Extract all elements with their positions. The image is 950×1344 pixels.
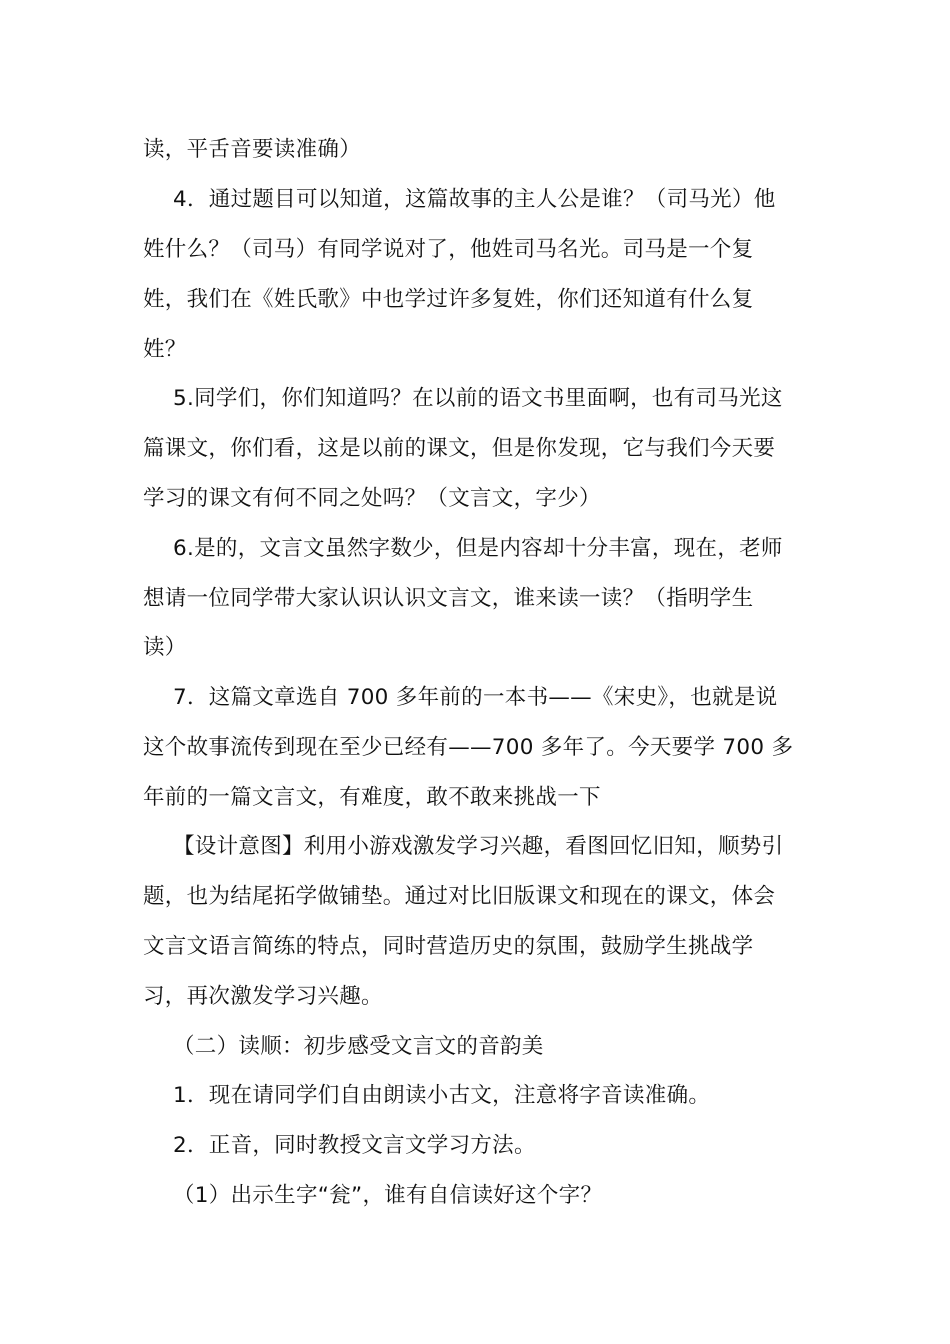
text-line-18: 习，再次激发学习兴趣。 [143, 984, 383, 1009]
section-heading: （二）读顺：初步感受文言文的音韵美 [173, 1034, 544, 1059]
text-line-15: 【设计意图】利用小游戏激发学习兴趣，看图回忆旧知，顺势引 [173, 834, 784, 859]
text-line-6: 5.同学们，你们知道吗？在以前的语文书里面啊，也有司马光这 [173, 386, 783, 411]
text-line-21: 2．正音，同时教授文言文学习方法。 [173, 1133, 536, 1158]
text-line-3: 姓什么？（司马）有同学说对了，他姓司马名光。司马是一个复 [143, 237, 754, 262]
text-line-13: 这个故事流传到现在至少已经有——700 多年了。今天要学 700 多 [143, 735, 794, 760]
text-line-10: 想请一位同学带大家认识认识文言文，谁来读一读？（指明学生 [143, 586, 754, 611]
text-line-14: 年前的一篇文言文，有难度，敢不敢来挑战一下 [143, 785, 601, 810]
text-line-4: 姓，我们在《姓氏歌》中也学过许多复姓，你们还知道有什么复 [143, 287, 754, 312]
text-line-7: 篇课文，你们看，这是以前的课文，但是你发现，它与我们今天要 [143, 436, 776, 461]
text-line-5: 姓？ [143, 337, 187, 362]
text-line-11: 读） [143, 635, 187, 660]
text-line-1: 读，平舌音要读准确） [143, 137, 362, 162]
text-line-22: （1）出示生字“瓮”，谁有自信读好这个字？ [173, 1183, 603, 1208]
text-line-8: 学习的课文有何不同之处吗？（文言文，字少） [143, 486, 601, 511]
text-line-17: 文言文语言简练的特点，同时营造历史的氛围，鼓励学生挑战学 [143, 934, 754, 959]
text-line-9: 6.是的，文言文虽然字数少，但是内容却十分丰富，现在，老师 [173, 536, 783, 561]
text-line-12: 7．这篇文章选自 700 多年前的一本书——《宋史》，也就是说 [173, 685, 778, 710]
text-line-20: 1．现在请同学们自由朗读小古文，注意将字音读准确。 [173, 1083, 711, 1108]
text-line-2: 4．通过题目可以知道，这篇故事的主人公是谁？（司马光）他 [173, 187, 776, 212]
text-line-16: 题，也为结尾拓学做铺垫。通过对比旧版课文和现在的课文，体会 [143, 884, 776, 909]
